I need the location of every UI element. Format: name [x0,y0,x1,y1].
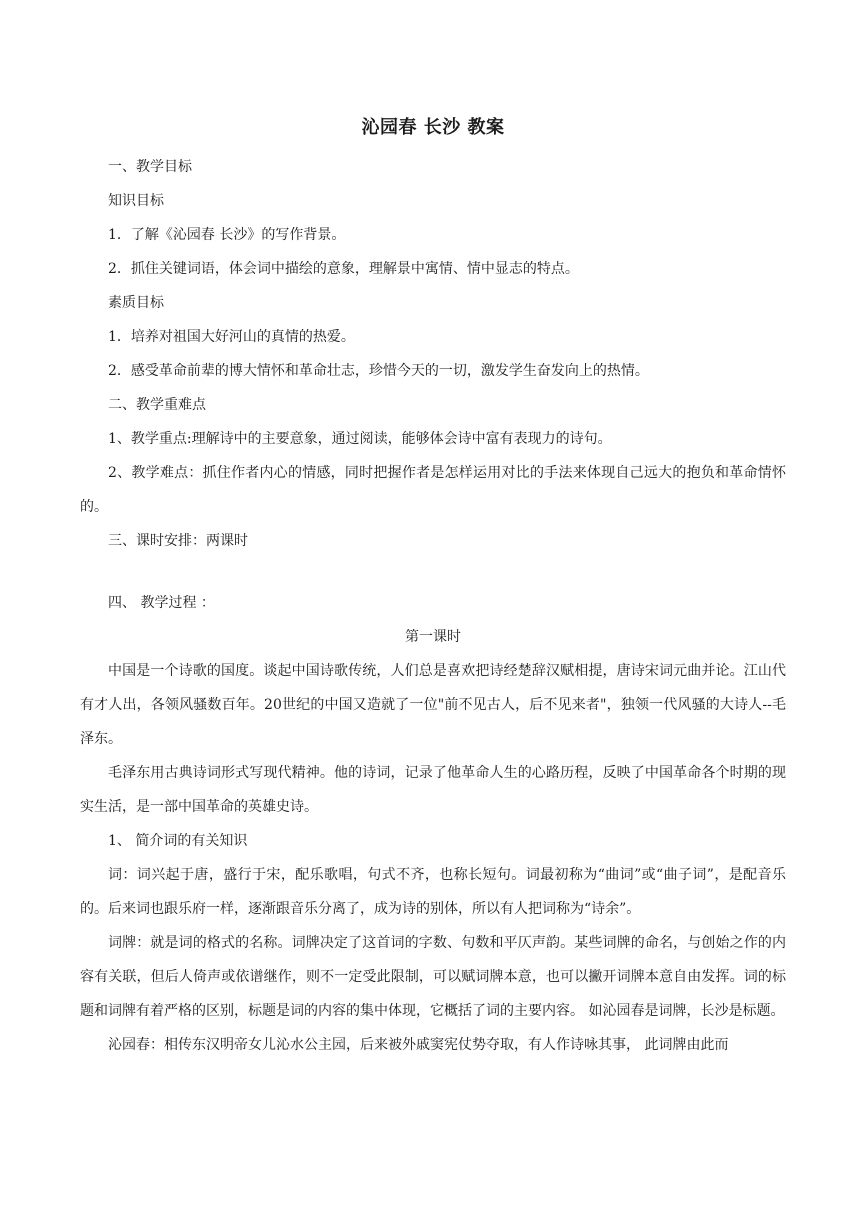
section-heading-schedule: 三、课时安排：两课时 [108,533,248,549]
cipai-paragraph: 词牌：就是词的格式的名称。词牌决定了这首词的字数、句数和平仄声韵。某些词牌的命名，与创始之作的内容有关联，但后人倚声或依谱继作，则不一定受此限制，可以赋词牌本意，也可以撇开词牌本意自由发挥。词的标题和词牌有着严格的区别，标题是词的内容的集中体现，它概括了词的主要内容。 如沁园春是词牌，长沙是标题。 [80,935,786,1019]
lesson-heading: 第一课时 [405,629,461,645]
subheading-knowledge-goals: 知识目标 [108,193,164,209]
quality-goal-1: 1．培养对祖国大好河山的真情的热爱。 [108,329,355,345]
intro-paragraph: 中国是一个诗歌的国度。谈起中国诗歌传统，人们总是喜欢把诗经楚辞汉赋相提，唐诗宋词元曲并论。江山代有才人出，各领风骚数百年。20世纪的中国又造就了一位"前不见古人，后不见来者"，独领一代风骚的大诗人--毛泽东。 [80,663,786,747]
qinyuanchun-paragraph: 沁园春：相传东汉明帝女儿沁水公主园，后来被外戚窦宪仗势夺取，有人作诗咏其事， 此词牌由此而 [108,1037,729,1053]
mao-paragraph: 毛泽东用古典诗词形式写现代精神。他的诗词，记录了他革命人生的心路历程，反映了中国革命各个时期的现实生活，是一部中国革命的英雄史诗。 [80,765,786,815]
ci-paragraph: 词：词兴起于唐，盛行于宋，配乐歌唱，句式不齐，也称长短句。词最初称为“曲词”或“曲子词”，是配音乐的。后来词也跟乐府一样，逐渐跟音乐分离了，成为诗的别体，所以有人把词称为“诗余”。 [80,867,786,917]
subheading-quality-goals: 素质目标 [108,295,164,311]
document-body [80,112,786,1062]
section-heading-objectives: 一、教学目标 [108,159,192,175]
knowledge-goal-1: 1．了解《沁园春 长沙》的写作背景。 [108,227,346,243]
section-heading-key-points: 二、教学重难点 [108,397,206,413]
section-heading-process: 四、 教学过程 ： [108,595,215,611]
quality-goal-2: 2．感受革命前辈的博大情怀和革命壮志，珍惜今天的一切，激发学生奋发向上的热情。 [108,363,649,379]
blank-line [80,558,786,586]
subheading-ci-knowledge: 1、 简介词的有关知识 [108,833,248,849]
difficult-point: 2、教学难点：抓住作者内心的情感，同时把握作者是怎样运用对比的手法来体现自己远大的抱负和革命情怀的。 [80,465,786,515]
document-title: 沁园春 长沙 教案 [361,117,505,138]
key-point: 1、教学重点:理解诗中的主要意象，通过阅读，能够体会诗中富有表现力的诗句。 [108,431,612,447]
knowledge-goal-2: 2．抓住关键词语，体会词中描绘的意象，理解景中寓情、情中显志的特点。 [108,261,579,277]
